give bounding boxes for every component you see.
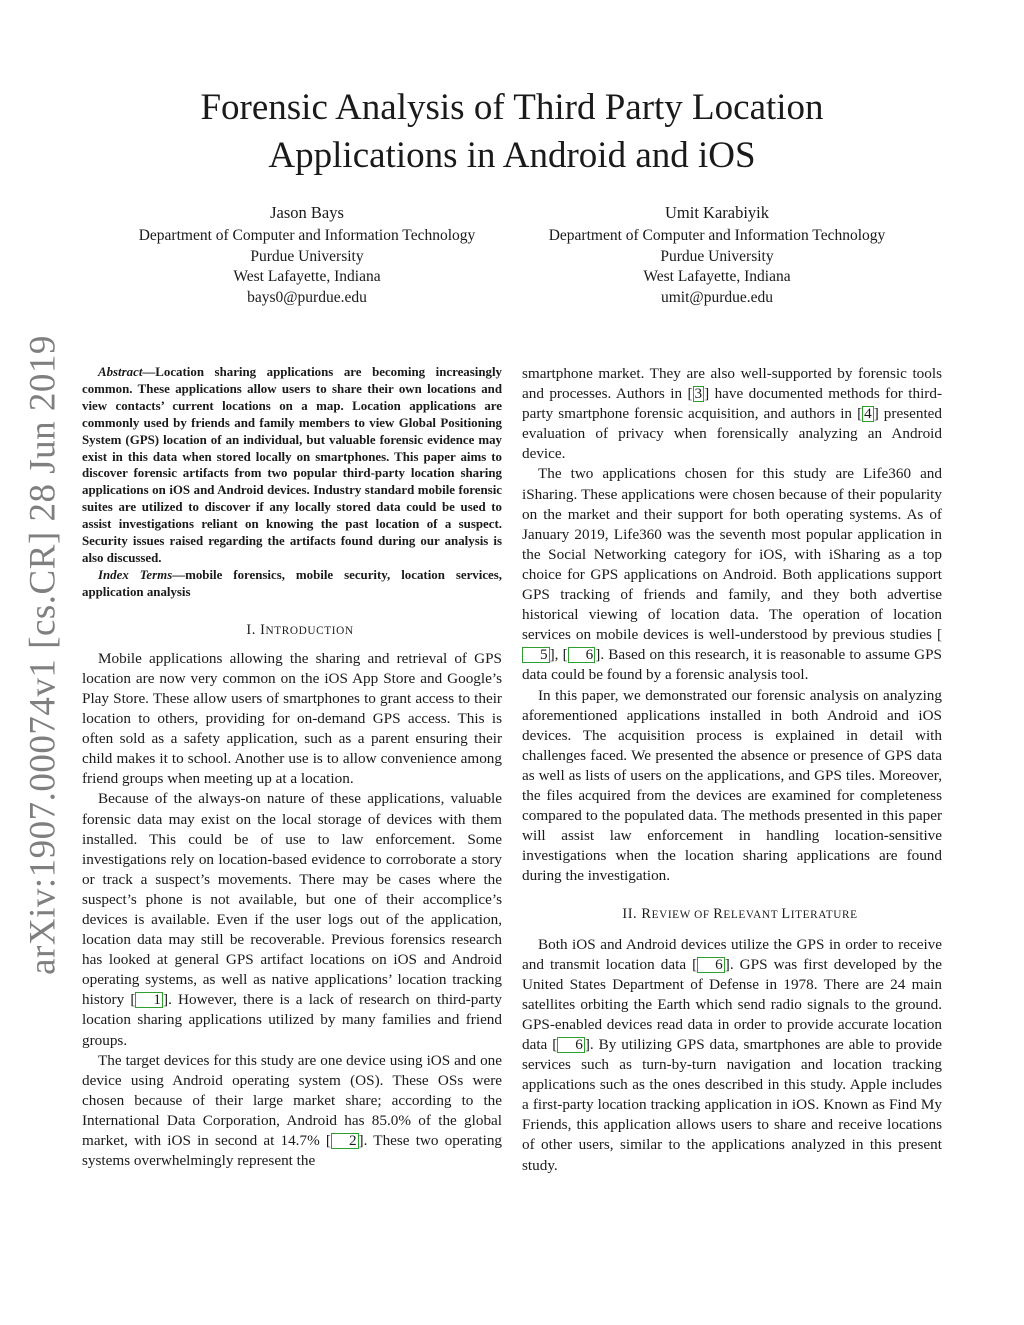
- author-name: Umit Karabiyik: [664, 203, 770, 222]
- author-name: Jason Bays: [270, 203, 344, 222]
- author-university: Purdue University: [660, 247, 774, 265]
- intro-paragraph-2: Because of the always-on nature of these applications, valuable forensic data may exist on the local storage of devices with them installed. This could be of use to law enforcement. Some investigations rely on location-based evidence to corroborate a story or track a suspect’s movements. There may be cases where the suspect’s phone is not available, but one of their accomplice’s devices is available. Even if the user logs out of the application, location data may still be recoverable. Previous forensics research has looked at general GPS artifact locations on iOS and Android operating systems, as well as native applications’ location tracking history [ 1 ]. However, there is a lack of research on third-party location sharing applications utilized by many families and friend groups.: [82, 790, 502, 1049]
- literature-paragraph-1: Both iOS and Android devices utilize the GPS in order to receive and transmit location data [ 6 ]. GPS was first developed by the United States Department of Defense in 1978. There are 24 main satellites orbiting the Earth which send radio signals to the ground. GPS-enabled devices read data in order to provide accurate location data [ 6 ]. By utilizing GPS data, smartphones are able to provide services such as turn-by-turn navigation and location tracking applications such as the ones described in this study. Apple includes a first-party location tracking application in iOS. Known as Find My Friends, this application allows users to share and receive locations of other users, similar to the applications analyzed in this present study.: [522, 935, 942, 1174]
- author-location: West Lafayette, Indiana: [233, 268, 381, 286]
- right-column: [522, 364, 942, 1176]
- author-location: West Lafayette, Indiana: [643, 268, 791, 286]
- author-department: Department of Computer and Information Technology: [548, 226, 886, 244]
- author-department: Department of Computer and Information Technology: [138, 226, 476, 244]
- left-column: [82, 364, 502, 1171]
- citation-link[interactable]: 4: [864, 405, 872, 423]
- intro-paragraph-3: The target devices for this study are one device using iOS and one device using Android operating system (OS). These OSs were chosen because of their large market share; according to the International Data Corporation, Android has 85.0% of the global market, with iOS in second at 14.7% [ 2 ]. These two operating systems overwhelmingly represent the: [82, 1051, 503, 1170]
- citation-link[interactable]: 3: [694, 385, 703, 403]
- intro-paragraph-6: In this paper, we demonstrated our forensic analysis on analyzing aforementioned applications installed in both Android and iOS devices. The acquisition process is explained in detail with challenges faced. We presented the absence or presence of GPS data as well as lists of users on the applications, and GPS tiles. Moreover, the files acquired from the devices are examined for completeness compared to the populated data. The methods presented in this paper will assist law enforcement in handling location-sensitive investigations when the location sharing applications are found during the investigation.: [522, 686, 942, 885]
- author-email[interactable]: umit@purdue.edu: [661, 289, 773, 307]
- citation-link[interactable]: 6: [568, 647, 596, 663]
- citation-link[interactable]: 5: [522, 647, 550, 663]
- citation-link[interactable]: 6: [557, 1037, 585, 1053]
- index-terms-label: Index Terms: [98, 567, 173, 582]
- citation-link[interactable]: 1: [135, 992, 163, 1008]
- index-terms: [82, 567, 502, 601]
- title-line-2: Applications in Android and iOS: [268, 135, 756, 176]
- author-university: Purdue University: [250, 247, 364, 265]
- author-email[interactable]: bays0@purdue.edu: [247, 289, 367, 307]
- intro-paragraph-5: The two applications chosen for this study are Life360 and iSharing. These applications were chosen because of their popularity on the market and their support for both operating systems. As of January 2019, Life360 was the seventh most popular application in the Social Networking category for iOS, with iSharing as a top choice for GPS applications on Android. Both applications support GPS tracking of friends and family, and they both advertise historical viewing of location data. The operation of location services on mobile devices is well-understood by previous studies [5 ], [ 6 ]. Based on this research, it is reasonable to assume GPS data could be found by a forensic analysis tool.: [522, 465, 942, 684]
- section-heading-literature: II. REVIEW OF RELEVANT LITERATURE: [622, 906, 858, 923]
- citation-link[interactable]: 2: [331, 1133, 359, 1149]
- abstract: [82, 364, 502, 567]
- author-block-2: [517, 203, 917, 309]
- citation-link[interactable]: 6: [697, 957, 725, 973]
- arxiv-identifier: arXiv:1907.00074v1 [cs.CR] 28 Jun 2019: [22, 335, 64, 975]
- author-block-1: [107, 203, 507, 309]
- intro-paragraph-4: smartphone market. They are also well-supported by forensic tools and processes. Authors in [ 3 ] have documented methods for third-party smartphone forensic acquisition, and authors in [ 4 ] presented evaluation of privacy when forensically analyzing an Android device.: [522, 365, 942, 463]
- index-terms-text: —mobile forensics, mobile security, location services, application analysis: [82, 567, 502, 599]
- paper-title: [110, 84, 914, 180]
- intro-paragraph-1: Mobile applications allowing the sharing and retrieval of GPS location are now very common on the iOS App Store and Google’s Play Store. These allow users of smartphones to grant access to their location to others, providing for on-demand GPS access. This is often sold as a safety application, such as a parent ensuring their child makes it to school. Another use is to allow convenience among friend groups when meeting up at a location.: [82, 649, 502, 788]
- abstract-text: —Location sharing applications are becoming increasingly common. These applications allow users to share their own locations and view contacts’ current locations on a map. Location applications are commonly used by friends and family members to view Global Positioning System (GPS) location of an individual, but valuable forensic evidence may exist in this data when stored locally on smartphones. This paper aims to discover forensic artifacts from two popular third-party location sharing applications on iOS and Android devices. Industry standard mobile forensic suites are utilized to discover if any locally stored data could be used to assist investigations reliant on knowing the past location of a suspect. Security issues raised regarding the artifacts found during our analysis is also discussed.: [82, 365, 502, 565]
- title-line-1: Forensic Analysis of Third Party Location: [200, 87, 824, 128]
- section-heading-introduction: I. INTRODUCTION: [246, 621, 354, 638]
- abstract-label: Abstract: [98, 365, 143, 379]
